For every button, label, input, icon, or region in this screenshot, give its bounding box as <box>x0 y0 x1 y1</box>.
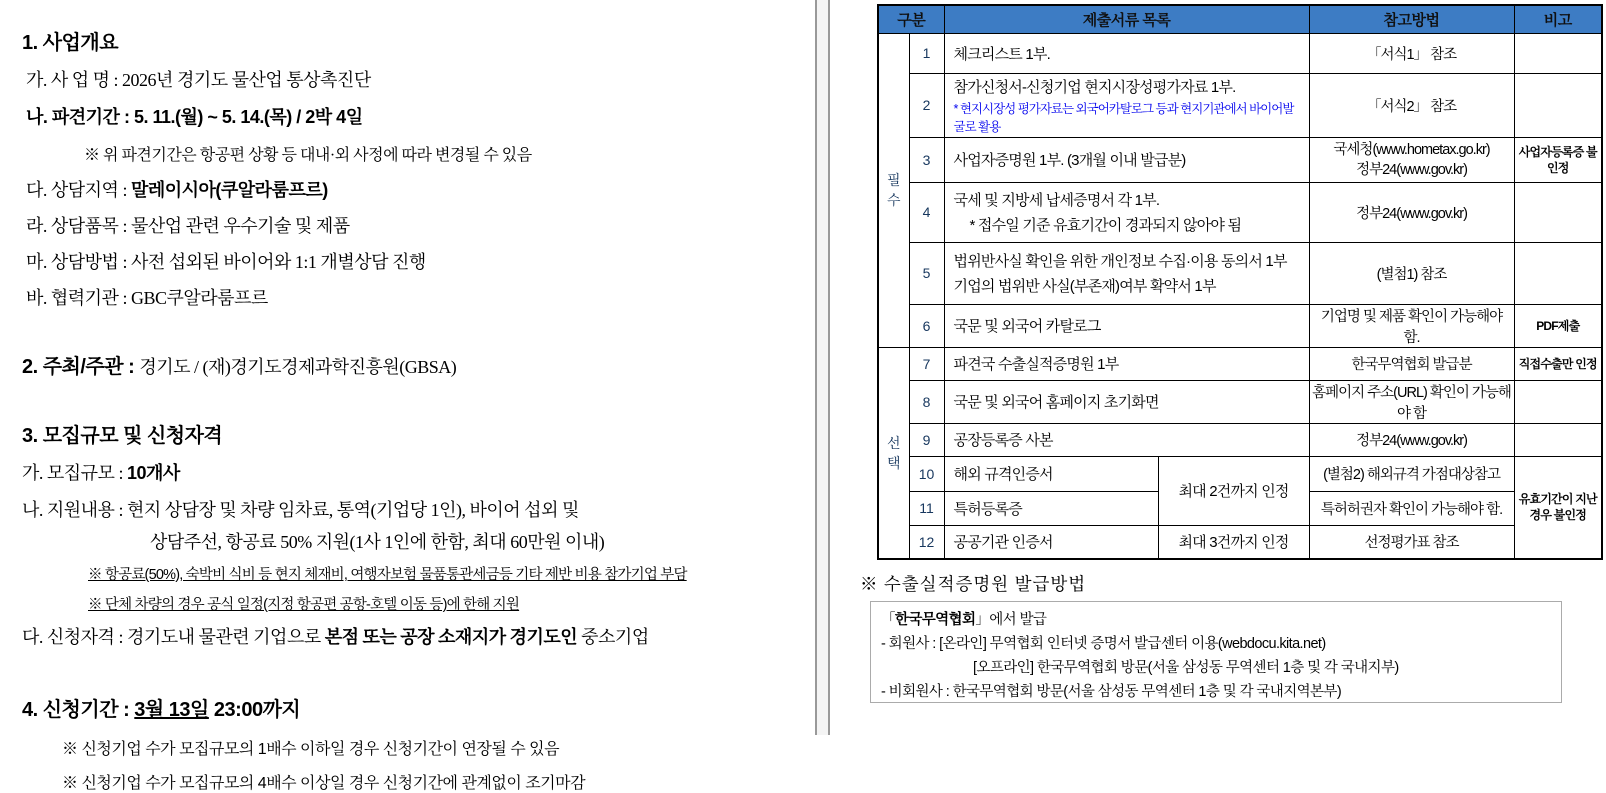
note-cell <box>1514 380 1602 423</box>
doc-cell: 국문 및 외국어 홈페이지 초기화면 <box>944 380 1309 423</box>
consult-method-line: 마. 상담방법 : 사전 섭외된 바이어와 1:1 개별상담 진행 <box>26 252 426 272</box>
header-reference: 참고방법 <box>1309 5 1514 33</box>
doc-line2: 기업의 법위반 사실(부존재)여부 확약서 1부 <box>953 278 1216 295</box>
section-apply-period <box>22 693 797 793</box>
section-host <box>22 350 797 379</box>
cost-note: ※ 항공료(50%), 숙박비 식비 등 현지 체재비, 여행자보험 물품통관세금등 기타 제반 비용 참가기업 부담 <box>88 567 687 583</box>
section4-title <box>22 693 797 722</box>
section-business-overview <box>22 26 797 310</box>
early-close-note: ※ 신청기업 수가 모집규모의 4배수 이상일 경우 신청기간에 관계없이 조기마감 <box>62 775 586 792</box>
eligibility-prefix: 다. 신청자격 : 경기도내 물관련 기업으로 <box>22 627 325 647</box>
ref-cell: (별첨1) 참조 <box>1309 242 1514 304</box>
doc-cell: 공장등록증 사본 <box>944 423 1309 456</box>
recruit-scale-label: 가. 모집규모 : <box>22 463 127 483</box>
bracket-open: 「 <box>881 612 895 628</box>
eligibility-bold: 본점 또는 공장 소재지가 경기도인 <box>324 627 578 647</box>
ref-cell: 「서식2」 참조 <box>1309 73 1514 137</box>
table-row <box>878 456 1602 491</box>
table-row <box>878 73 1602 137</box>
kita-name: 한국무역협회 <box>894 612 976 628</box>
note-cell <box>1514 73 1602 137</box>
business-name-line: 가. 사 업 명 : 2026년 경기도 물산업 통상촉진단 <box>26 70 371 90</box>
row-num: 11 <box>909 491 944 525</box>
submission-documents-table <box>877 4 1603 560</box>
note-cell: 유효기간이 지난 경우 불인정 <box>1514 456 1602 559</box>
row-num: 2 <box>909 73 944 137</box>
doc-line1: 법위반사실 확인을 위한 개인정보 수집·이용 동의서 1부 <box>953 253 1287 270</box>
table-row <box>878 380 1602 423</box>
group-optional-cell: 선택 <box>878 347 909 559</box>
note-cell <box>1514 423 1602 456</box>
consult-region-line <box>26 178 797 202</box>
doc-cell <box>944 182 1309 242</box>
support-line1: 나. 지원내용 : 현지 상담장 및 차량 임차료, 통역(기업당 1인), 바이어 섭외 및 <box>22 500 579 520</box>
note-cell <box>1514 33 1602 73</box>
method-line-issuer <box>881 608 1551 632</box>
doc-cell: 국문 및 외국어 카탈로그 <box>944 304 1309 347</box>
ref-cell: 특허허권자 확인이 가능해야 함. <box>1309 491 1514 525</box>
table-row <box>878 182 1602 242</box>
apply-period-label: 4. 신청기간 : <box>22 699 135 721</box>
export-cert-method-title: ※ 수출실적증명원 발급방법 <box>860 574 1087 594</box>
document-page-right <box>832 0 1606 735</box>
apply-deadline-time: 23:00까지 <box>208 699 301 721</box>
consult-region-value: 말레이시아(쿠알라룸프르) <box>130 180 328 200</box>
row-num: 9 <box>909 423 944 456</box>
ref-line1: 국세청(www.hometax.go.kr) <box>1333 141 1490 158</box>
eligibility-suffix: 중소기업 <box>577 627 649 647</box>
doc-cell: 공공기관 인증서 <box>944 525 1158 559</box>
table-row <box>878 33 1602 73</box>
header-remarks: 비고 <box>1514 5 1602 33</box>
row-num: 3 <box>909 137 944 182</box>
method-line-member-offline: [오프라인] 한국무역협회 방문(서울 삼성동 무역센터 1층 및 각 국내지부) <box>973 660 1399 676</box>
ref-cell: (별첨2) 해외규격 가점대상참고 <box>1309 456 1514 491</box>
page-divider <box>815 0 830 735</box>
doc-cell <box>944 242 1309 304</box>
row-num: 8 <box>909 380 944 423</box>
host-value: 경기도 / (재)경기도경제과학진흥원(GBSA) <box>139 357 457 377</box>
section1-title: 1. 사업개요 <box>22 32 119 54</box>
extension-note: ※ 신청기업 수가 모집규모의 1배수 이하일 경우 신청기간이 연장될 수 있음 <box>62 741 560 758</box>
doc-cell: 특허등록증 <box>944 491 1158 525</box>
table-row <box>878 423 1602 456</box>
header-category: 구분 <box>878 5 944 33</box>
ref-cell: 선정평가표 참조 <box>1309 525 1514 559</box>
section3-title: 3. 모집규모 및 신청자격 <box>22 425 223 447</box>
ref-cell: 한국무역협회 발급분 <box>1309 347 1514 380</box>
section2-title: 2. 주최/주관 : <box>22 356 140 378</box>
note-cell: 사업자등록증 불인정 <box>1514 137 1602 182</box>
consult-items-line: 라. 상담품목 : 물산업 관련 우수기술 및 제품 <box>26 216 350 236</box>
note-cell: 직접수출만 인정 <box>1514 347 1602 380</box>
table-row <box>878 525 1602 559</box>
table-header-row <box>878 5 1602 33</box>
support-line2: 상담주선, 항공료 50% 지원(1사 1인에 한함, 최대 60만원 이내) <box>150 532 605 552</box>
ref-cell: 「서식1」 참조 <box>1309 33 1514 73</box>
dispatch-period-line: 나. 파견기간 : 5. 11.(월) ~ 5. 14.(목) / 2박 4일 <box>26 107 363 127</box>
doc-main: 국세 및 지방세 납세증명서 각 1부. <box>953 192 1160 209</box>
table-row <box>878 137 1602 182</box>
doc-cell: 체크리스트 1부. <box>944 33 1309 73</box>
row-num: 12 <box>909 525 944 559</box>
ref-cell: 정부24(www.gov.kr) <box>1309 182 1514 242</box>
vehicle-note: ※ 단체 차량의 경우 공식 일정(지정 항공편 공항-호텔 이동 등)에 한해 지원 <box>88 597 520 613</box>
row-num: 7 <box>909 347 944 380</box>
export-cert-method-box <box>870 601 1562 703</box>
doc-subnote-blue: * 현지시장성 평가자료는 외국어카탈로그 등과 현지기관에서 바이어발굴로 활용 <box>953 101 1294 134</box>
doc-cell: 파견국 수출실적증명원 1부 <box>944 347 1309 380</box>
partner-org-line: 바. 협력기관 : GBC쿠알라룸프르 <box>26 288 268 308</box>
ref-line2: 정부24(www.gov.kr) <box>1356 161 1467 178</box>
method-line-member-online: - 회원사 : [온라인] 무역협회 인터넷 증명서 발급센터 이용(webdocu.kita.net) <box>881 636 1326 652</box>
row-num: 4 <box>909 182 944 242</box>
row-num: 10 <box>909 456 944 491</box>
doc-subnote: * 접수일 기준 유효기간이 경과되지 않아야 됨 <box>969 217 1242 234</box>
doc-cell: 해외 규격인증서 <box>944 456 1158 491</box>
recruit-scale-line <box>22 461 797 485</box>
row-num: 5 <box>909 242 944 304</box>
ref-cell: 홈페이지 주소(URL) 확인이 가능해야 함 <box>1309 380 1514 423</box>
doc-main: 참가신청서-신청기업 현지시장성평가자료 1부. <box>953 78 1236 96</box>
consult-region-label: 다. 상담지역 : <box>26 180 131 200</box>
note-cell <box>1514 242 1602 304</box>
table-row <box>878 304 1602 347</box>
table-row <box>878 347 1602 380</box>
ref-cell <box>1309 137 1514 182</box>
apply-deadline-date: 3월 13일 <box>134 699 209 721</box>
note-cell: PDF제출 <box>1514 304 1602 347</box>
recruit-scale-value: 10개사 <box>126 463 180 483</box>
section-recruitment <box>22 419 797 649</box>
doc-cell <box>944 73 1309 137</box>
ref-cell: 정부24(www.gov.kr) <box>1309 423 1514 456</box>
limit-cell: 최대 2건까지 인정 <box>1158 456 1309 525</box>
eligibility-line <box>22 625 797 649</box>
issuer-rest: 」에서 발급 <box>975 612 1047 628</box>
note-cell <box>1514 182 1602 242</box>
row-num: 1 <box>909 33 944 73</box>
table-row <box>878 242 1602 304</box>
limit-cell: 최대 3건까지 인정 <box>1158 525 1309 559</box>
ref-cell: 기업명 및 제품 확인이 가능해야 함. <box>1309 304 1514 347</box>
row-num: 6 <box>909 304 944 347</box>
group-required-cell: 필수 <box>878 33 909 347</box>
method-line-nonmember: - 비회원사 : 한국무역협회 방문(서울 삼성동 무역센터 1층 및 각 국내지역본부) <box>881 684 1342 700</box>
header-doc-list: 제출서류 목록 <box>944 5 1309 33</box>
period-note: ※ 위 파견기간은 항공편 상황 등 대내·외 사정에 따라 변경될 수 있음 <box>84 147 532 164</box>
doc-cell: 사업자증명원 1부. (3개월 이내 발급분) <box>944 137 1309 182</box>
